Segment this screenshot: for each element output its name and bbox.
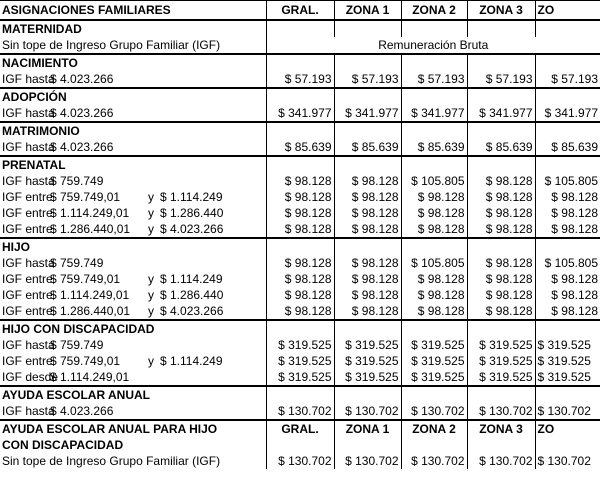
section-title-row — [0, 320, 600, 337]
col-zona-4: ZO — [535, 1, 600, 21]
row-amount-from: $ 759.749,01 — [50, 190, 121, 204]
section-title-maternidad: MATERNIDAD — [2, 22, 82, 36]
section-title-row — [0, 386, 600, 403]
value-zona-1: $ 98.128 — [334, 255, 401, 271]
row-label: IGF hasta — [2, 140, 55, 154]
value-gral: $ 319.525 — [266, 369, 334, 386]
row-label: IGF hasta — [2, 404, 55, 418]
value-zona-2: $ 105.805 — [401, 173, 467, 189]
section-title-row — [0, 437, 600, 453]
section-title-row — [0, 20, 600, 37]
col-gral: GRAL. — [266, 420, 334, 437]
row-amount-from: $ 1.286.440,01 — [50, 222, 131, 236]
value-zona-1: $ 98.128 — [334, 189, 401, 205]
row-amount-from: $ 4.023.266 — [50, 106, 114, 120]
value-zona-3: $ 98.128 — [467, 173, 535, 189]
section-title-prenatal: PRENATAL — [0, 156, 266, 173]
value-gral: $ 341.977 — [266, 105, 334, 122]
value-zona-2: $ 130.702 — [401, 403, 467, 420]
section-title-nacimiento: NACIMIENTO — [0, 54, 266, 71]
value-gral: $ 98.128 — [266, 189, 334, 205]
value-zona-4: $ 319.525 — [535, 353, 600, 369]
value-zona-1: $ 319.525 — [334, 337, 401, 353]
value-zona-4: $ 98.128 — [535, 271, 600, 287]
table-row — [0, 403, 600, 420]
value-zona-1: $ 85.639 — [334, 139, 401, 156]
table-row — [0, 37, 600, 54]
row-label: IGF entre — [2, 190, 53, 204]
row-amount-to: $ 1.286.440 — [160, 288, 224, 302]
row-label: IGF hasta — [2, 106, 55, 120]
value-zona-4: $ 319.525 — [535, 337, 600, 353]
section-title-row — [0, 122, 600, 139]
value-zona-4: $ 105.805 — [535, 173, 600, 189]
value-gral: $ 98.128 — [266, 271, 334, 287]
value-zona-3: $ 319.525 — [467, 353, 535, 369]
row-amount-from: $ 1.286.440,01 — [50, 304, 131, 318]
row-amount-to: $ 4.023.266 — [160, 222, 224, 236]
value-zona-1: $ 130.702 — [334, 403, 401, 420]
value-zona-2: $ 98.128 — [401, 221, 467, 238]
row-amount-from: $ 4.023.266 — [50, 404, 114, 418]
value-zona-2: $ 98.128 — [401, 205, 467, 221]
section-title-ayuda-escolar-discapacidad-1: AYUDA ESCOLAR ANUAL PARA HIJO — [0, 420, 266, 437]
row-amount-to: $ 1.114.249 — [160, 272, 223, 286]
row-joiner: y — [148, 272, 154, 286]
value-gral: $ 98.128 — [266, 303, 334, 320]
value-zona-1: $ 130.702 — [334, 453, 401, 469]
value-zona-1: $ 319.525 — [334, 369, 401, 386]
value-zona-4: $ 341.977 — [535, 105, 600, 122]
value-zona-1: $ 98.128 — [334, 303, 401, 320]
table-row — [0, 303, 600, 320]
section-title-row — [0, 156, 600, 173]
row-amount-from: $ 759.749 — [50, 338, 104, 352]
col-zona-3: ZONA 3 — [467, 420, 535, 437]
value-zona-2: $ 98.128 — [401, 271, 467, 287]
value-gral: $ 98.128 — [266, 221, 334, 238]
value-zona-2: $ 85.639 — [401, 139, 467, 156]
row-amount-from: $ 1.114.249,01 — [50, 288, 130, 302]
row-label: IGF desde — [2, 370, 59, 384]
value-gral: $ 130.702 — [266, 453, 334, 469]
value-zona-1: $ 98.128 — [334, 287, 401, 303]
row-label: IGF entre — [2, 206, 53, 220]
maternidad-condition: Sin tope de Ingreso Grupo Familiar (IGF) — [2, 38, 221, 52]
value-zona-3: $ 130.702 — [467, 403, 535, 420]
value-zona-3: $ 130.702 — [467, 453, 535, 469]
value-zona-3: $ 98.128 — [467, 221, 535, 238]
value-zona-3: $ 98.128 — [467, 287, 535, 303]
col-zona-2: ZONA 2 — [401, 1, 467, 21]
section-title-matrimonio: MATRIMONIO — [0, 122, 266, 139]
table-row — [0, 205, 600, 221]
row-joiner: y — [148, 190, 154, 204]
row-amount-from: $ 4.023.266 — [50, 72, 114, 86]
row-label: IGF entre — [2, 272, 53, 286]
section-title-adopcion: ADOPCIÓN — [0, 88, 266, 105]
row-amount-to: $ 4.023.266 — [160, 304, 224, 318]
value-zona-2: $ 98.128 — [401, 189, 467, 205]
value-zona-3: $ 98.128 — [467, 271, 535, 287]
value-zona-1: $ 341.977 — [334, 105, 401, 122]
section-title-hijo-discapacidad: HIJO CON DISCAPACIDAD — [0, 320, 266, 337]
value-zona-1: $ 57.193 — [334, 71, 401, 88]
row-joiner: y — [148, 206, 154, 220]
value-gral: $ 57.193 — [266, 71, 334, 88]
col-zona-4: ZO — [535, 420, 600, 437]
value-zona-4: $ 105.805 — [535, 255, 600, 271]
table-row — [0, 255, 600, 271]
row-joiner: y — [148, 222, 154, 236]
row-amount-from: $ 1.114.249,01 — [50, 370, 130, 384]
table-row — [0, 287, 600, 303]
value-zona-1: $ 98.128 — [334, 221, 401, 238]
table-row — [0, 221, 600, 238]
value-zona-4: $ 98.128 — [535, 303, 600, 320]
value-zona-2: $ 319.525 — [401, 369, 467, 386]
value-zona-2: $ 105.805 — [401, 255, 467, 271]
table-row — [0, 105, 600, 122]
value-zona-3: $ 319.525 — [467, 337, 535, 353]
value-zona-2: $ 57.193 — [401, 71, 467, 88]
value-zona-4: $ 130.702 — [535, 403, 600, 420]
row-amount-from: $ 4.023.266 — [50, 140, 114, 154]
col-zona-3: ZONA 3 — [467, 1, 535, 21]
row-amount-from: $ 759.749,01 — [50, 354, 121, 368]
value-zona-4: $ 319.525 — [535, 369, 600, 386]
value-zona-3: $ 57.193 — [467, 71, 535, 88]
row-amount-to: $ 1.114.249 — [160, 190, 223, 204]
table-row — [0, 173, 600, 189]
value-zona-3: $ 98.128 — [467, 255, 535, 271]
value-zona-4: $ 98.128 — [535, 221, 600, 238]
col-gral: GRAL. — [266, 1, 334, 21]
value-zona-1: $ 98.128 — [334, 205, 401, 221]
row-joiner: y — [148, 304, 154, 318]
row-label: IGF hasta — [2, 72, 55, 86]
value-zona-1: $ 98.128 — [334, 173, 401, 189]
value-zona-3: $ 341.977 — [467, 105, 535, 122]
section-title-row — [0, 238, 600, 255]
row-label: IGF entre — [2, 354, 53, 368]
row-amount-from: $ 759.749 — [50, 256, 104, 270]
value-zona-2: $ 319.525 — [401, 353, 467, 369]
value-gral: $ 98.128 — [266, 205, 334, 221]
table-row — [0, 453, 600, 469]
value-zona-3: $ 319.525 — [467, 369, 535, 386]
value-zona-3: $ 85.639 — [467, 139, 535, 156]
table-row — [0, 353, 600, 369]
header-row — [0, 1, 600, 21]
table-title: ASIGNACIONES FAMILIARES — [0, 1, 266, 21]
value-zona-2: $ 98.128 — [401, 303, 467, 320]
row-amount-to: $ 1.114.249 — [160, 354, 223, 368]
value-zona-4: $ 98.128 — [535, 205, 600, 221]
value-gral: $ 130.702 — [266, 403, 334, 420]
value-zona-2: $ 98.128 — [401, 287, 467, 303]
section-title-hijo: HIJO — [0, 238, 266, 255]
row-joiner: y — [148, 354, 154, 368]
table-row — [0, 271, 600, 287]
table-row — [0, 369, 600, 386]
row-label: IGF hasta — [2, 174, 55, 188]
row-amount-from: $ 1.114.249,01 — [50, 206, 130, 220]
table-row — [0, 139, 600, 156]
value-zona-3: $ 98.128 — [467, 189, 535, 205]
row-label: IGF hasta — [2, 256, 55, 270]
row-label: IGF entre — [2, 222, 53, 236]
value-zona-4: $ 98.128 — [535, 287, 600, 303]
value-gral: $ 85.639 — [266, 139, 334, 156]
row-label: IGF hasta — [2, 338, 55, 352]
col-zona-1: ZONA 1 — [334, 420, 401, 437]
section-title-row — [0, 420, 600, 437]
value-zona-4: $ 130.702 — [535, 453, 600, 469]
value-zona-4: $ 98.128 — [535, 189, 600, 205]
section-title-row — [0, 88, 600, 105]
value-zona-1: $ 319.525 — [334, 353, 401, 369]
row-amount-from: $ 759.749 — [50, 174, 104, 188]
value-gral: $ 98.128 — [266, 287, 334, 303]
value-zona-1: $ 98.128 — [334, 271, 401, 287]
col-zona-1: ZONA 1 — [334, 1, 401, 21]
section-title-row — [0, 54, 600, 71]
value-gral: $ 319.525 — [266, 337, 334, 353]
ayuda-discapacidad-condition: Sin tope de Ingreso Grupo Familiar (IGF) — [2, 454, 221, 468]
row-amount-to: $ 1.286.440 — [160, 206, 224, 220]
value-zona-2: $ 130.702 — [401, 453, 467, 469]
table-row — [0, 337, 600, 353]
row-amount-from: $ 759.749,01 — [50, 272, 121, 286]
maternidad-note: Remuneración Bruta — [266, 37, 600, 54]
value-gral: $ 98.128 — [266, 255, 334, 271]
table-row — [0, 189, 600, 205]
value-gral: $ 319.525 — [266, 353, 334, 369]
value-zona-2: $ 319.525 — [401, 337, 467, 353]
table-row — [0, 71, 600, 88]
value-zona-2: $ 341.977 — [401, 105, 467, 122]
value-zona-3: $ 98.128 — [467, 205, 535, 221]
row-label: IGF entre — [2, 288, 53, 302]
row-label: IGF entre — [2, 304, 53, 318]
row-joiner: y — [148, 288, 154, 302]
value-zona-3: $ 98.128 — [467, 303, 535, 320]
value-gral: $ 98.128 — [266, 173, 334, 189]
col-zona-2: ZONA 2 — [401, 420, 467, 437]
section-title-ayuda-escolar: AYUDA ESCOLAR ANUAL — [0, 386, 266, 403]
value-zona-4: $ 85.639 — [535, 139, 600, 156]
value-zona-4: $ 57.193 — [535, 71, 600, 88]
section-title-ayuda-escolar-discapacidad-2: CON DISCAPACIDAD — [2, 438, 124, 452]
